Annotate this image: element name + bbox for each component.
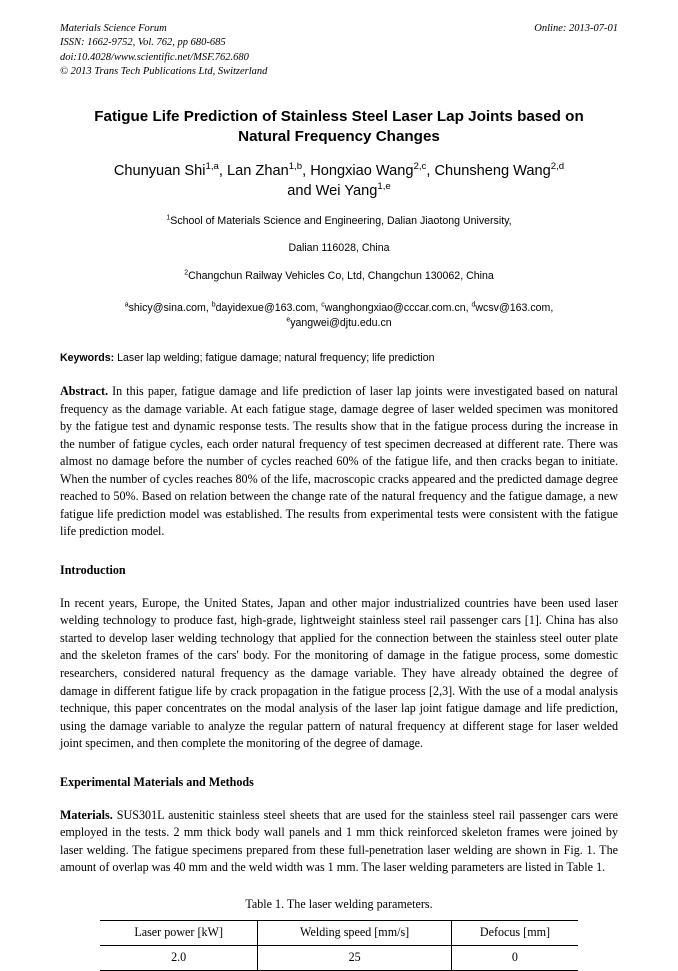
email-3-sup: c bbox=[321, 300, 325, 308]
author-5 bbox=[287, 183, 390, 199]
author-2-sup: 1,b bbox=[288, 161, 303, 173]
abstract-label: Abstract. bbox=[60, 384, 109, 399]
affiliation-1-city bbox=[60, 242, 618, 256]
table-cell-defocus: 0 bbox=[451, 945, 578, 970]
author-5-sup: 1,e bbox=[377, 181, 391, 193]
journal-doi: doi:10.4028/www.scientific.net/MSF.762.680 bbox=[60, 51, 249, 63]
email-3[interactable] bbox=[321, 302, 471, 314]
journal-name: Materials Science Forum bbox=[60, 23, 167, 34]
author-4-sup: 2,d bbox=[550, 161, 565, 173]
author-3 bbox=[302, 163, 426, 179]
table-col-laser-power: Laser power [kW] bbox=[100, 920, 258, 945]
author-2-name: , Lan Zhan bbox=[218, 162, 289, 179]
abstract-text: In this paper, fatigue damage and life prediction of laser lap joints were investigated based on natural frequency as the damage variable. At each fatigue stage, damage degree of laser welded specimen was monitored by the fatigue test and dynamic response tests. The results show that in the fatigue process during the increase in the number of fatigue cycles, each order natural frequency of test specimen decreased at different rate. There was almost no damage before the number of cycles reached 60% of the fatigue life, and then cracks began to initiate. When the number of cycles reaches 80% of the life, macroscopic cracks appeared and the predicted damage degree reached to 50%. Based on relation between the change rate of the natural frequency and the fatigue damage, a new fatigue life prediction model was established. The results from experimental tests were consistent with the fatigue life prediction model. bbox=[60, 384, 618, 539]
journal-info bbox=[60, 22, 267, 80]
table-cell-welding-speed: 25 bbox=[258, 945, 452, 970]
keywords-text: Laser lap welding; fatigue damage; natural frequency; life prediction bbox=[114, 352, 435, 365]
author-3-name: , Hongxiao Wang bbox=[302, 162, 414, 179]
section-heading-experimental: Experimental Materials and Methods bbox=[60, 774, 254, 789]
affiliation-2-text: Changchun Railway Vehicles Co, Ltd, Changchun 130062, China bbox=[188, 269, 494, 282]
abstract-paragraph bbox=[60, 383, 618, 541]
affiliation-1-city-text: Dalian 116028, China bbox=[288, 241, 390, 254]
author-2 bbox=[219, 163, 302, 179]
affiliation-1 bbox=[60, 215, 618, 229]
email-2[interactable] bbox=[212, 302, 321, 314]
author-emails bbox=[60, 301, 618, 332]
email-4-text: wcsv@163.com, bbox=[475, 301, 554, 314]
section-heading-introduction: Introduction bbox=[60, 562, 126, 577]
email-4[interactable] bbox=[472, 302, 554, 314]
materials-run-in-label: Materials. bbox=[60, 807, 113, 822]
table-col-defocus: Defocus [mm] bbox=[451, 920, 578, 945]
author-list bbox=[60, 161, 618, 201]
email-4-sup: d bbox=[471, 300, 476, 308]
journal-issn-volume: ISSN: 1662-9752, Vol. 762, pp 680-685 bbox=[60, 37, 226, 49]
email-3-text: wanghongxiao@cccar.com.cn, bbox=[324, 301, 472, 314]
email-2-text: dayidexue@163.com, bbox=[215, 301, 322, 314]
author-3-sup: 2,c bbox=[413, 161, 427, 173]
affiliation-2 bbox=[60, 270, 618, 284]
page-title: Fatigue Life Prediction of Stainless Steel Laser Lap Joints based on Natural Frequency Changes bbox=[94, 107, 584, 146]
table-1-caption: Table 1. The laser welding parameters. bbox=[245, 896, 433, 911]
materials-text: SUS301L austenitic stainless steel sheets that are used for the stainless steel rail passenger cars were employed in the tests. 2 mm thick body wall panels and 1 mm thick reinforced skeleton frames were joined by laser welding. The fatigue specimens prepared from these full-penetration laser welding are shown in Fig. 1. The amount of overlap was 40 mm and the weld width was 1 mm. The laser welding parameters are listed in Table 1. bbox=[60, 807, 618, 875]
materials-paragraph bbox=[60, 807, 618, 877]
page-header bbox=[60, 22, 618, 80]
keywords-label: Keywords: bbox=[60, 352, 115, 365]
email-1[interactable] bbox=[125, 302, 212, 314]
introduction-paragraph: In recent years, Europe, the United States, Japan and other major industrialized countries have been used laser welding technology to produce fast, high-grade, lightweight stainless steel rail passenger cars [1]. China has also started to develop laser welding technology that applied for the connection between the stainless steel outer plate and the skeleton frames of the cars' body. For the monitoring of damage in the fatigue process, some domestic researchers, considered natural frequency as the damage variable. They have already obtained the degree of damage in different fatigue life by crack propagation in the fatigue process [2,3]. With the use of a modal analysis technique, this paper concentrates on the modal analysis of the laser lap joint fatigue damage and life prediction, using the damage variable to analyze the regular pattern of natural frequency at different stage for laser welded joint specimen, and then complete the monitoring of the degree of damage. bbox=[60, 595, 618, 751]
online-date-text: Online: 2013-07-01 bbox=[534, 23, 618, 34]
table-row bbox=[100, 945, 578, 970]
affiliation-2-sup: 2 bbox=[184, 269, 189, 277]
email-1-text: shicy@sina.com, bbox=[128, 301, 212, 314]
email-1-sup: a bbox=[124, 300, 129, 308]
keywords-line bbox=[60, 351, 618, 366]
author-5-name: and Wei Yang bbox=[287, 183, 378, 200]
author-1-sup: 1,a bbox=[205, 161, 219, 173]
table-cell-laser-power: 2.0 bbox=[100, 945, 258, 970]
journal-copyright: © 2013 Trans Tech Publications Ltd, Switzerland bbox=[60, 66, 268, 78]
author-1 bbox=[114, 163, 219, 179]
email-5-sup: e bbox=[286, 316, 291, 324]
table-header-row bbox=[100, 920, 578, 945]
table-col-welding-speed: Welding speed [mm/s] bbox=[258, 920, 452, 945]
affiliation-1-text: School of Materials Science and Engineering, Dalian Jiaotong University, bbox=[170, 215, 512, 228]
email-5[interactable] bbox=[286, 317, 391, 329]
author-1-name: Chunyuan Shi bbox=[113, 162, 206, 179]
table-1 bbox=[100, 920, 578, 971]
affiliation-1-sup: 1 bbox=[166, 214, 171, 222]
author-4 bbox=[426, 163, 564, 179]
email-5-text: yangwei@djtu.edu.cn bbox=[290, 316, 392, 329]
author-4-name: , Chunsheng Wang bbox=[426, 162, 551, 179]
email-2-sup: b bbox=[211, 300, 216, 308]
online-date bbox=[534, 22, 618, 36]
